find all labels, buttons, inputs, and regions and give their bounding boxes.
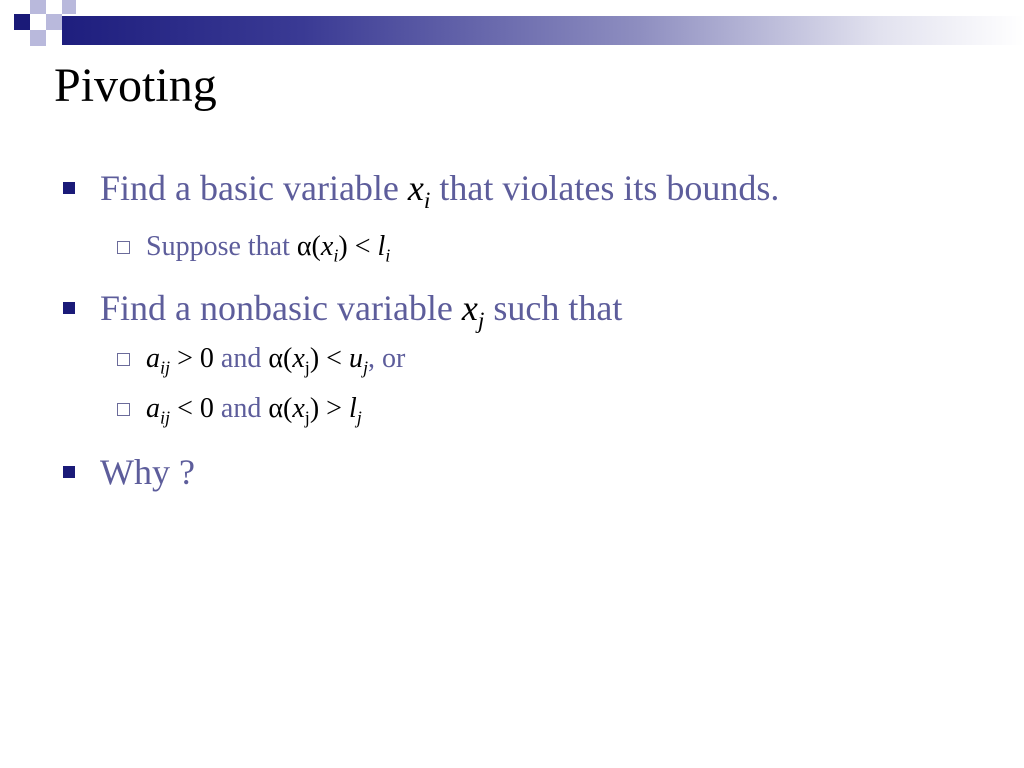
bullet-label: Find a nonbasic variable: [100, 288, 462, 328]
bullet-marker: [63, 466, 75, 478]
sub-bullet-text: [146, 393, 362, 433]
logo-square-light: [62, 0, 76, 14]
logo-square-light: [46, 14, 62, 30]
logo-square-light: [30, 30, 46, 46]
slide-title: Pivoting: [54, 59, 217, 112]
bullet-marker: [63, 182, 75, 194]
bullet-label: such that: [484, 288, 623, 328]
math-expression: $a_{ij} > 0$: [146, 343, 221, 378]
math-expression: $a_{ij} < 0$: [146, 393, 221, 428]
math-variable: $x_i$: [407, 168, 431, 215]
sub-bullet-label: Suppose that: [146, 231, 297, 262]
sub-bullet-label: and: [220, 343, 269, 374]
sub-bullet-marker: [117, 241, 130, 254]
sub-bullet-marker: [117, 353, 130, 366]
sub-bullet-text: [146, 231, 390, 271]
bullet-text: [100, 288, 622, 341]
logo-square-light: [30, 0, 46, 14]
header-gradient-bar: [62, 16, 1024, 45]
sub-bullet-text: [146, 343, 405, 383]
sub-bullet-label: and: [220, 393, 269, 424]
bullet-label: Find a basic variable: [100, 168, 408, 208]
sub-bullet-label: , or: [368, 343, 406, 374]
math-expression: $\alpha(x_j) < u_j$: [268, 343, 369, 378]
bullet-text: [100, 452, 195, 492]
math-expression: $\alpha(x_j) > l_j$: [268, 393, 362, 428]
math-expression: $\alpha(x_i) < l_i$: [296, 231, 391, 266]
bullet-label: Why ?: [100, 452, 195, 492]
math-variable: $x_j$: [461, 288, 485, 335]
bullet-text: [100, 168, 779, 221]
logo-square-dark: [14, 14, 30, 30]
bullet-label: that violates its bounds.: [430, 168, 780, 208]
sub-bullet-marker: [117, 403, 130, 416]
bullet-marker: [63, 302, 75, 314]
